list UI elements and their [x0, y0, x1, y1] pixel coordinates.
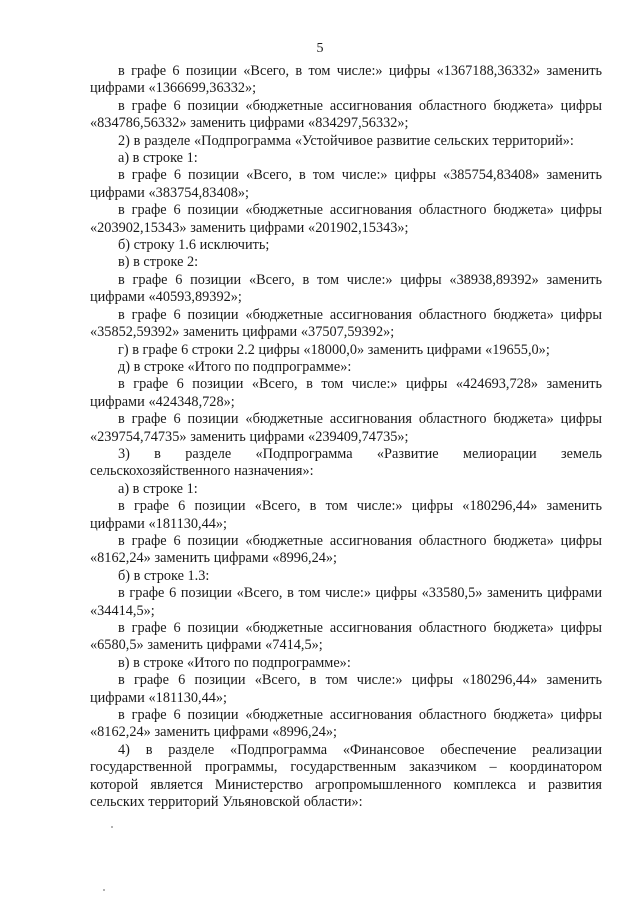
paragraph-3: 2) в разделе «Подпрограмма «Устойчивое развитие сельских территорий»:	[118, 132, 574, 149]
paragraph-22: в) в строке «Итого по подпрограмме»:	[118, 654, 351, 671]
paragraph-9: в графе 6 позиции «Всего, в том числе:» цифры «38938,89392» заменить цифрами «40593,89392»;	[90, 271, 602, 306]
paragraph-14: в графе 6 позиции «бюджетные ассигнования областного бюджета» цифры «239754,74735» заменить цифрами «239409,74735»;	[90, 411, 602, 445]
paragraph-8: в) в строке 2:	[118, 254, 199, 271]
paragraph-25: 4) в разделе «Подпрограмма «Финансовое обеспечение реализации государственной программы, государственным заказчиком – координатором которой является Министерство агропромышленного комплекса и развития сельских территорий Ульяновской области»:	[90, 741, 602, 811]
paragraph-17: в графе 6 позиции «Всего, в том числе:» цифры «180296,44» заменить цифрами «181130,44»;	[90, 498, 602, 532]
paragraph-18: в графе 6 позиции «бюджетные ассигнования областного бюджета» цифры «8162,24» заменить цифрами «8996,24»;	[90, 532, 602, 567]
paragraph-10: в графе 6 позиции «бюджетные ассигнования областного бюджета» цифры «35852,59392» заменить цифрами «37507,59392»;	[90, 306, 602, 341]
paragraph-5: в графе 6 позиции «Всего, в том числе:» цифры «385754,83408» заменить цифрами «383754,83408»;	[90, 167, 602, 201]
paragraph-11: г) в графе 6 строки 2.2 цифры «18000,0» заменить цифрами «19655,0»;	[118, 341, 550, 358]
paragraph-23: в графе 6 позиции «Всего, в том числе:» цифры «180296,44» заменить цифрами «181130,44»;	[90, 672, 602, 706]
paragraph-24: в графе 6 позиции «бюджетные ассигнования областного бюджета» цифры «8162,24» заменить цифрами «8996,24»;	[90, 707, 602, 741]
page-number: 5	[316, 41, 324, 56]
paragraph-16: а) в строке 1:	[118, 480, 198, 497]
paragraph-20: в графе 6 позиции «Всего, в том числе:» цифры «33580,5» заменить цифрами «34414,5»;	[90, 585, 602, 619]
paragraph-1: в графе 6 позиции «Всего, в том числе:» цифры «1367188,36332» заменить цифрами «1366699,36332»;	[90, 63, 602, 97]
scan-speck	[103, 889, 105, 891]
paragraph-13: в графе 6 позиции «Всего, в том числе:» цифры «424693,728» заменить цифрами «424348,728»;	[90, 376, 602, 410]
paragraph-6: в графе 6 позиции «бюджетные ассигнования областного бюджета» цифры «203902,15343» заменить цифрами «201902,15343»;	[90, 202, 602, 236]
scan-speck	[111, 826, 113, 828]
document-body	[90, 63, 602, 811]
paragraph-15: 3) в разделе «Подпрограмма «Развитие мелиорации земель сельскохозяйственного назначения»:	[90, 445, 602, 480]
paragraph-19: б) в строке 1.3:	[118, 567, 210, 584]
paragraph-12: д) в строке «Итого по подпрограмме»:	[118, 358, 352, 375]
paragraph-4: а) в строке 1:	[118, 150, 198, 167]
paragraph-7: б) строку 1.6 исключить;	[118, 237, 270, 254]
paragraph-2: в графе 6 позиции «бюджетные ассигнования областного бюджета» цифры «834786,56332» заменить цифрами «834297,56332»;	[90, 97, 602, 132]
paragraph-21: в графе 6 позиции «бюджетные ассигнования областного бюджета» цифры «6580,5» заменить цифрами «7414,5»;	[90, 620, 602, 654]
